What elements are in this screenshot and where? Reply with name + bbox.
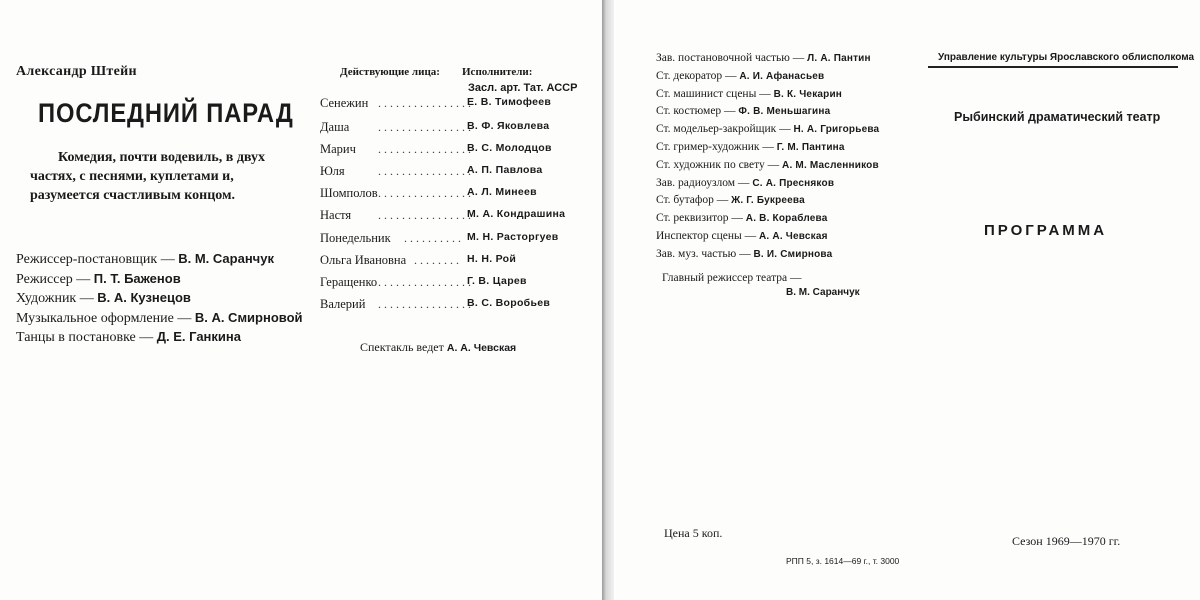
crew-name: П. Т. Баженов xyxy=(93,270,181,286)
cast-role: Геращенко xyxy=(320,275,378,289)
dot-leader: .......... xyxy=(404,231,464,245)
cast-actor: Г. В. Царев xyxy=(467,275,527,287)
cast-actor: М. Н. Расторгуев xyxy=(467,231,559,243)
cast-role: Даша xyxy=(320,120,350,134)
cast-role: Настя xyxy=(320,208,352,222)
staff-role: Зав. муз. частью — xyxy=(656,247,754,260)
stage-manager-line xyxy=(360,340,516,355)
staff-row xyxy=(656,246,879,264)
program-title: ПРОГРАММА xyxy=(984,222,1108,239)
staff-name: Н. А. Григорьева xyxy=(793,124,880,136)
cast-header-performers: Исполнители: xyxy=(462,66,533,78)
cast-actor: М. А. Кондрашина xyxy=(467,208,566,220)
staff-role: Ст. костюмер — xyxy=(656,105,739,118)
staff-row xyxy=(656,157,879,175)
cast-actor: Е. В. Тимофеев xyxy=(467,96,552,108)
staff-role: Ст. реквизитор — xyxy=(656,212,746,225)
staff-row xyxy=(656,68,879,86)
crew-role: Художник — xyxy=(16,291,98,306)
staff-name: А. И. Афанасьев xyxy=(739,70,825,82)
dot-leader: ................ xyxy=(378,142,474,156)
organization-underline xyxy=(928,66,1178,68)
dot-leader: ................ xyxy=(378,208,474,222)
cast-role: Валерий xyxy=(320,297,366,311)
staff-role: Ст. машинист сцены — xyxy=(656,87,774,100)
staff-row xyxy=(656,86,879,104)
crew-name: В. А. Смирновой xyxy=(194,309,303,325)
staff-row xyxy=(656,121,879,139)
staff-role: Ст. бутафор — xyxy=(656,194,732,207)
theatre-name: Рыбинский драматический театр xyxy=(954,110,1161,124)
dot-leader: ................ xyxy=(378,186,474,200)
staff-row xyxy=(656,50,879,68)
staff-role: Ст. художник по свету — xyxy=(656,158,783,171)
printing-info: РПП 5, з. 1614—69 г., т. 3000 xyxy=(786,556,900,566)
crew-row xyxy=(16,250,303,270)
staff-row xyxy=(656,192,879,210)
play-subtitle: Комедия, почти водевиль, в двух частях, с песнями, куплетами и, разумеется счастливым концом. xyxy=(30,150,265,203)
organization-header: Управление культуры Ярославского облисполкома xyxy=(938,52,1195,63)
staff-row xyxy=(656,139,879,157)
staff-name: Г. М. Пантина xyxy=(776,141,845,153)
staff-name: Ж. Г. Букреева xyxy=(731,195,805,207)
cast-actor: А. П. Павлова xyxy=(467,164,543,176)
cast-actor: В. Ф. Яковлева xyxy=(467,120,550,132)
staff-role: Зав. постановочной частью — xyxy=(656,52,808,64)
dot-leader: ................ xyxy=(378,275,474,289)
staff-role: Ст. декоратор — xyxy=(656,69,740,82)
staff-name: Ф. В. Меньшагина xyxy=(738,106,831,118)
cast-role: Понедельник xyxy=(320,231,391,245)
staff-name: Л. А. Пантин xyxy=(807,53,871,64)
chief-director-label: Главный режиссер театра — xyxy=(662,272,802,284)
staff-name: В. И. Смирнова xyxy=(753,248,833,260)
play-title: ПОСЛЕДНИЙ ПАРАД xyxy=(38,98,294,128)
cast-role: Юля xyxy=(320,164,345,178)
staff-name: А. М. Масленников xyxy=(782,159,879,171)
crew-name: В. М. Саранчук xyxy=(178,251,274,266)
season-label: Сезон 1969—1970 гг. xyxy=(1012,534,1121,548)
crew-row xyxy=(16,270,303,290)
cast-role: Ольга Ивановна xyxy=(320,253,407,267)
crew-role: Музыкальное оформление — xyxy=(16,310,195,326)
staff-row xyxy=(656,175,879,193)
staff-name: А. В. Кораблева xyxy=(745,213,828,225)
crew-role: Режиссер — xyxy=(16,271,94,287)
price-label: Цена 5 коп. xyxy=(664,526,723,540)
dot-leader: ................ xyxy=(378,297,474,311)
production-crew-list xyxy=(16,250,303,348)
crew-row xyxy=(16,309,303,329)
crew-row xyxy=(16,328,303,348)
chief-director-name: В. М. Саранчук xyxy=(786,287,860,298)
staff-row xyxy=(656,210,879,228)
cast-actor: А. Л. Минеев xyxy=(467,186,537,198)
staff-name: С. А. Пресняков xyxy=(752,177,835,189)
stage-manager-name: А. А. Чевская xyxy=(446,342,517,354)
crew-role: Режиссер-постановщик — xyxy=(16,252,179,267)
staff-row xyxy=(656,103,879,121)
crew-row xyxy=(16,289,303,309)
staff-role: Ст. модельер-закройщик — xyxy=(656,123,794,136)
dot-leader: ................ xyxy=(378,96,474,110)
staff-role: Инспектор сцены — xyxy=(656,229,760,242)
crew-role: Танцы в постановке — xyxy=(16,330,157,345)
cast-actor: В. С. Молодцов xyxy=(467,142,552,154)
theatre-staff-list xyxy=(656,50,879,264)
stage-manager-label: Спектакль ведет xyxy=(360,340,447,354)
author-name: Александр Штейн xyxy=(16,64,137,79)
crew-name: Д. Е. Ганкина xyxy=(156,329,241,344)
staff-role: Ст. гример-художник — xyxy=(656,140,777,153)
cast-actor: Н. Н. Рой xyxy=(467,253,517,265)
crew-name: В. А. Кузнецов xyxy=(97,290,191,305)
cast-actor: В. С. Воробьев xyxy=(467,297,551,309)
staff-name: В. К. Чекарин xyxy=(773,88,843,100)
dot-leader: ................ xyxy=(378,120,474,134)
staff-role: Зав. радиоузлом — xyxy=(656,176,753,189)
dot-leader: ................ xyxy=(378,164,474,178)
cast-honor-note: Засл. арт. Тат. АССР xyxy=(468,82,578,94)
page-fold-shadow xyxy=(602,0,614,600)
dot-leader: ........ xyxy=(414,253,462,267)
cast-role: Сенежин xyxy=(320,96,369,110)
staff-name: А. А. Чевская xyxy=(759,230,828,242)
staff-row xyxy=(656,228,879,246)
cast-header-roles: Действующие лица: xyxy=(340,66,440,78)
cast-role: Шомполов xyxy=(320,186,378,200)
cast-role: Марич xyxy=(320,142,356,156)
